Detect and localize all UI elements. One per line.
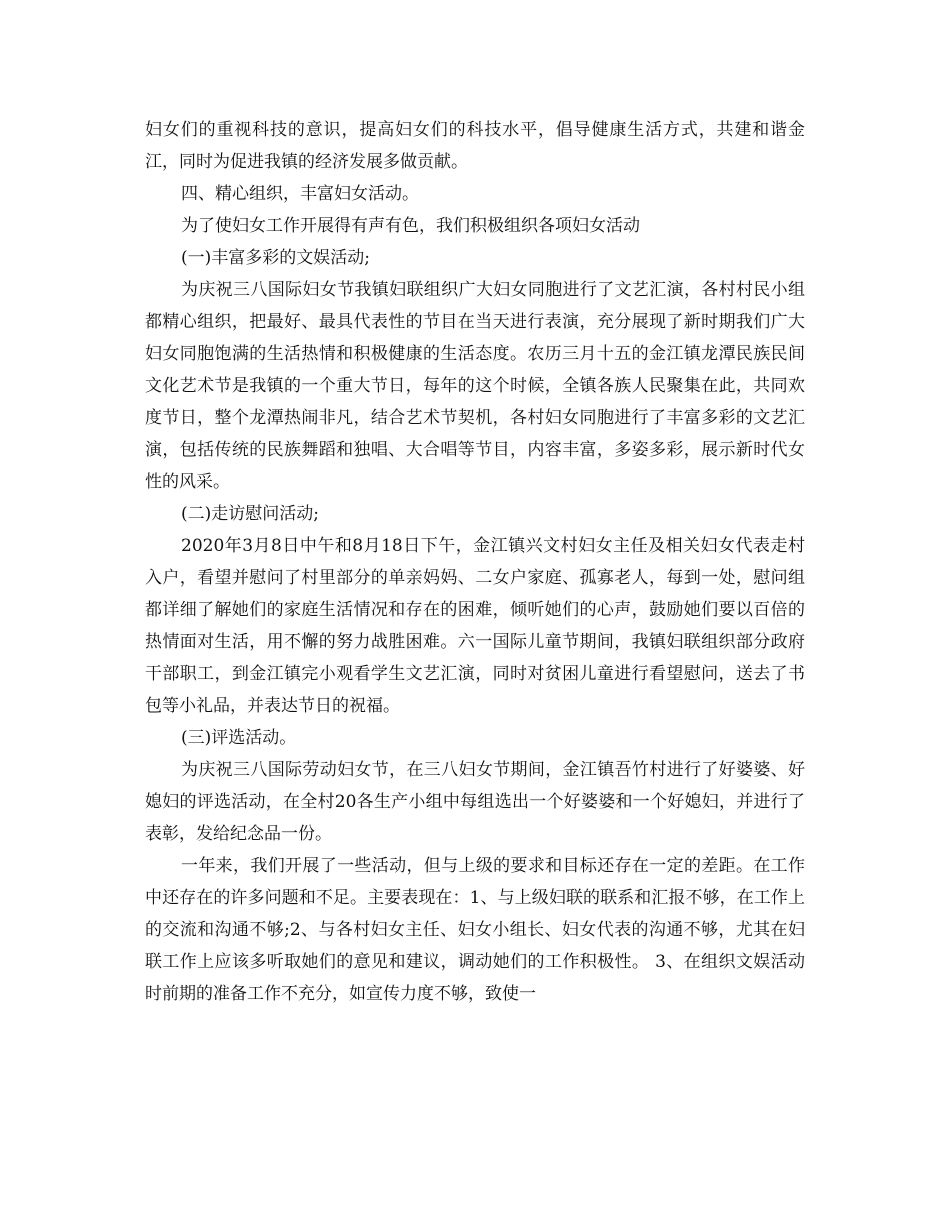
subsection-heading-1: (一)丰富多彩的文娱活动;	[181, 248, 370, 268]
paragraph: 为庆祝三八国际劳动妇女节，在三八妇女节期间，金江镇吾竹村进行了好婆婆、好媳妇的评选活动，在全村20各生产小组中每组选出一个好婆婆和一个好媳妇，并进行了表彰，发给纪念品一份。	[145, 760, 805, 844]
paragraph-intro-continuation: 妇女们的重视科技的意识，提高妇女们的科技水平，倡导健康生活方式，共建和谐金江，同时为促进我镇的经济发展多做贡献。	[145, 120, 805, 172]
subsection-heading-2: (二)走访慰问活动;	[181, 504, 319, 524]
section-heading-4: 四、精心组织，丰富妇女活动。	[181, 184, 419, 204]
paragraph: 2020年3月8日中午和8月18日下午，金江镇兴文村妇女主任及相关妇女代表走村入户，看望并慰问了村里部分的单亲妈妈、二女户家庭、孤寡老人，每到一处，慰问组都详细了解她们的家庭生活情况和存在的困难，倾听她们的心声，鼓励她们要以百倍的热情面对生活，用不懈的努力战胜困难。六一国际儿童节期间，我镇妇联组织部分政府干部职工，到金江镇完小观看学生文艺汇演，同时对贫困儿童进行看望慰问，送去了书包等小礼品，并表达节日的祝福。	[145, 536, 805, 716]
subsection-heading-3: (三)评选活动。	[181, 728, 297, 748]
paragraph: 为庆祝三八国际妇女节我镇妇联组织广大妇女同胞进行了文艺汇演，各村村民小组都精心组织，把最好、最具代表性的节目在当天进行表演，充分展现了新时期我们广大妇女同胞饱满的生活热情和积极健康的生活态度。农历三月十五的金江镇龙潭民族民间文化艺术节是我镇的一个重大节日，每年的这个时候，全镇各族人民聚集在此，共同欢度节日，整个龙潭热闹非凡，结合艺术节契机，各村妇女同胞进行了丰富多彩的文艺汇演，包括传统的民族舞蹈和独唱、大合唱等节目，内容丰富，多姿多彩，展示新时代女性的风采。	[145, 280, 805, 492]
paragraph: 为了使妇女工作开展得有声有色，我们积极组织各项妇女活动	[181, 216, 640, 236]
paragraph: 一年来，我们开展了一些活动，但与上级的要求和目标还存在一定的差距。在工作中还存在的许多问题和不足。主要表现在：1、与上级妇联的联系和汇报不够，在工作上的交流和沟通不够;2、与各村妇女主任、妇女小组长、妇女代表的沟通不够，尤其在妇联工作上应该多听取她们的意见和建议，调动她们的工作积极性。 3、在组织文娱活动时前期的准备工作不充分，如宣传力度不够，致使一	[145, 856, 805, 1004]
document-body	[145, 114, 805, 1010]
